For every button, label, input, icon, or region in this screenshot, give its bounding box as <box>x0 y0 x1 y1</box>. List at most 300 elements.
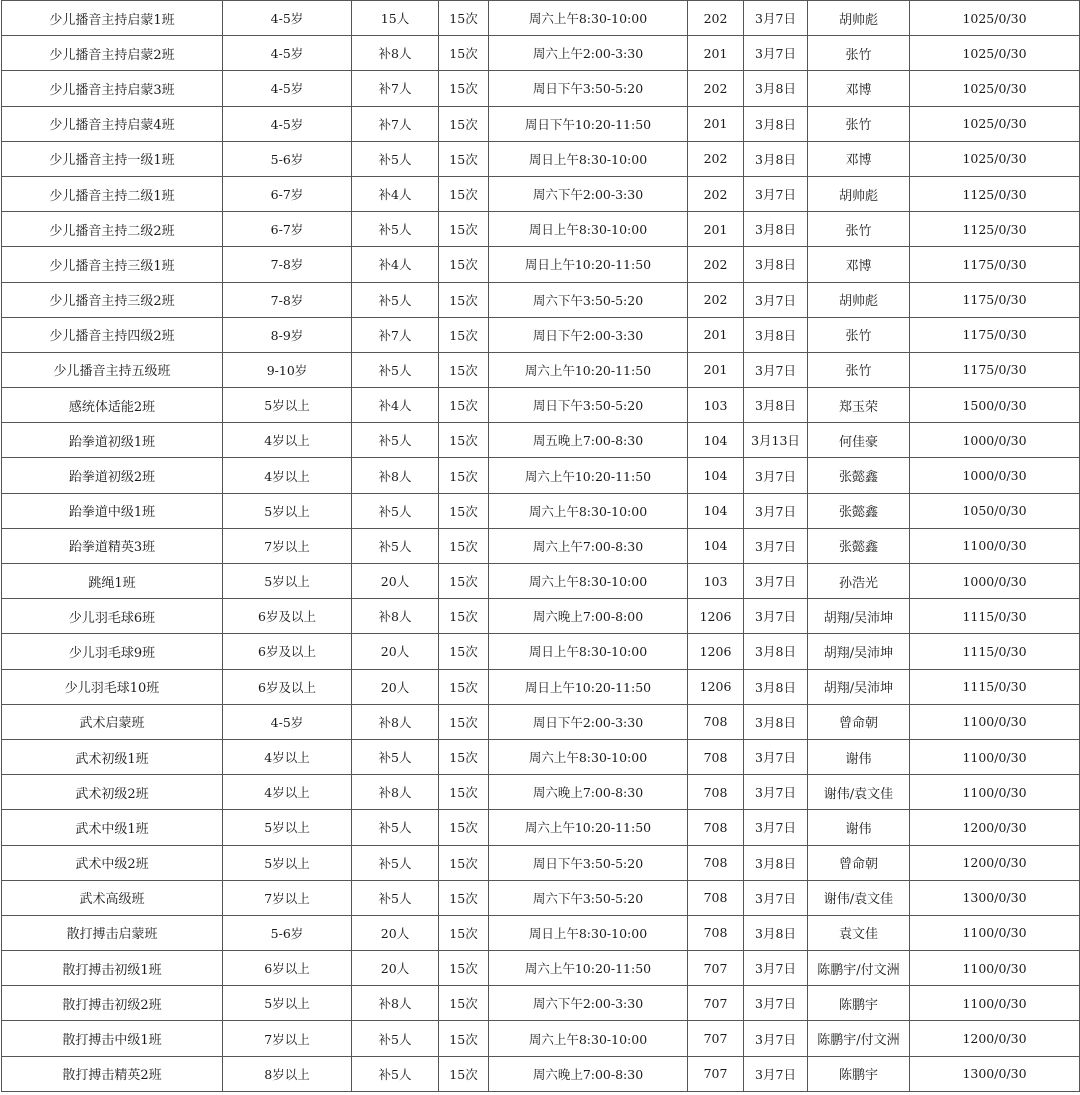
class-time-cell: 周日下午2:00-3:30 <box>489 704 688 739</box>
age-range-cell: 6岁及以上 <box>223 669 352 704</box>
enrollment-cell: 补5人 <box>352 1021 439 1056</box>
session-count-cell: 15次 <box>439 71 489 106</box>
class-time-cell: 周六上午7:00-8:30 <box>489 528 688 563</box>
table-row <box>2 845 1080 880</box>
age-range-cell: 7-8岁 <box>223 282 352 317</box>
class-name-cell: 武术初级2班 <box>2 775 223 810</box>
table-row <box>2 986 1080 1021</box>
age-range-cell: 4岁以上 <box>223 458 352 493</box>
fee-cell: 1025/0/30 <box>910 141 1080 176</box>
class-time-cell: 周六上午8:30-10:00 <box>489 1 688 36</box>
class-name-cell: 少儿羽毛球10班 <box>2 669 223 704</box>
class-time-cell: 周日上午8:30-10:00 <box>489 141 688 176</box>
session-count-cell: 15次 <box>439 599 489 634</box>
fee-cell: 1100/0/30 <box>910 775 1080 810</box>
enrollment-cell: 补7人 <box>352 71 439 106</box>
enrollment-cell: 补7人 <box>352 317 439 352</box>
start-date-cell: 3月8日 <box>744 704 808 739</box>
class-time-cell: 周日下午3:50-5:20 <box>489 71 688 106</box>
room-cell: 1206 <box>688 634 744 669</box>
room-cell: 202 <box>688 1 744 36</box>
teacher-cell: 何佳豪 <box>808 423 910 458</box>
class-name-cell: 少儿羽毛球9班 <box>2 634 223 669</box>
table-row <box>2 141 1080 176</box>
teacher-cell: 邓博 <box>808 71 910 106</box>
class-name-cell: 少儿播音主持启蒙3班 <box>2 71 223 106</box>
class-name-cell: 少儿播音主持一级1班 <box>2 141 223 176</box>
fee-cell: 1100/0/30 <box>910 915 1080 950</box>
teacher-cell: 邓博 <box>808 247 910 282</box>
teacher-cell: 张竹 <box>808 212 910 247</box>
teacher-cell: 陈鹏宇 <box>808 986 910 1021</box>
age-range-cell: 7岁以上 <box>223 528 352 563</box>
fee-cell: 1000/0/30 <box>910 564 1080 599</box>
room-cell: 202 <box>688 71 744 106</box>
enrollment-cell: 补5人 <box>352 282 439 317</box>
room-cell: 708 <box>688 880 744 915</box>
start-date-cell: 3月8日 <box>744 634 808 669</box>
table-row <box>2 1056 1080 1091</box>
enrollment-cell: 20人 <box>352 634 439 669</box>
enrollment-cell: 补4人 <box>352 247 439 282</box>
class-time-cell: 周日上午8:30-10:00 <box>489 634 688 669</box>
enrollment-cell: 补5人 <box>352 739 439 774</box>
age-range-cell: 4岁以上 <box>223 739 352 774</box>
session-count-cell: 15次 <box>439 986 489 1021</box>
table-body <box>2 1 1080 1092</box>
enrollment-cell: 补5人 <box>352 423 439 458</box>
enrollment-cell: 补5人 <box>352 845 439 880</box>
start-date-cell: 3月8日 <box>744 915 808 950</box>
room-cell: 1206 <box>688 599 744 634</box>
age-range-cell: 5岁以上 <box>223 845 352 880</box>
teacher-cell: 胡帅彪 <box>808 282 910 317</box>
session-count-cell: 15次 <box>439 1021 489 1056</box>
enrollment-cell: 补5人 <box>352 1056 439 1091</box>
start-date-cell: 3月7日 <box>744 986 808 1021</box>
class-time-cell: 周六上午8:30-10:00 <box>489 493 688 528</box>
session-count-cell: 15次 <box>439 36 489 71</box>
session-count-cell: 15次 <box>439 106 489 141</box>
table-row <box>2 880 1080 915</box>
age-range-cell: 5-6岁 <box>223 141 352 176</box>
enrollment-cell: 补5人 <box>352 528 439 563</box>
start-date-cell: 3月8日 <box>744 106 808 141</box>
fee-cell: 1300/0/30 <box>910 1056 1080 1091</box>
class-name-cell: 少儿播音主持三级1班 <box>2 247 223 282</box>
start-date-cell: 3月8日 <box>744 71 808 106</box>
session-count-cell: 15次 <box>439 317 489 352</box>
table-row <box>2 176 1080 211</box>
table-row <box>2 458 1080 493</box>
age-range-cell: 4-5岁 <box>223 704 352 739</box>
room-cell: 103 <box>688 388 744 423</box>
teacher-cell: 张竹 <box>808 106 910 141</box>
room-cell: 201 <box>688 212 744 247</box>
fee-cell: 1100/0/30 <box>910 986 1080 1021</box>
room-cell: 202 <box>688 141 744 176</box>
age-range-cell: 5岁以上 <box>223 493 352 528</box>
table-row <box>2 775 1080 810</box>
fee-cell: 1125/0/30 <box>910 176 1080 211</box>
start-date-cell: 3月8日 <box>744 317 808 352</box>
session-count-cell: 15次 <box>439 1 489 36</box>
room-cell: 708 <box>688 739 744 774</box>
class-name-cell: 散打搏击启蒙班 <box>2 915 223 950</box>
table-row <box>2 915 1080 950</box>
class-time-cell: 周日上午10:20-11:50 <box>489 247 688 282</box>
class-name-cell: 散打搏击初级1班 <box>2 951 223 986</box>
class-time-cell: 周六下午3:50-5:20 <box>489 880 688 915</box>
enrollment-cell: 补7人 <box>352 106 439 141</box>
enrollment-cell: 补5人 <box>352 141 439 176</box>
session-count-cell: 15次 <box>439 176 489 211</box>
age-range-cell: 6岁及以上 <box>223 599 352 634</box>
class-time-cell: 周六下午3:50-5:20 <box>489 282 688 317</box>
table-row <box>2 599 1080 634</box>
age-range-cell: 4岁以上 <box>223 423 352 458</box>
table-row <box>2 106 1080 141</box>
table-row <box>2 247 1080 282</box>
class-time-cell: 周六上午10:20-11:50 <box>489 810 688 845</box>
age-range-cell: 5岁以上 <box>223 564 352 599</box>
age-range-cell: 6-7岁 <box>223 176 352 211</box>
class-time-cell: 周日下午10:20-11:50 <box>489 106 688 141</box>
class-name-cell: 跳绳1班 <box>2 564 223 599</box>
age-range-cell: 7-8岁 <box>223 247 352 282</box>
fee-cell: 1115/0/30 <box>910 599 1080 634</box>
table-row <box>2 493 1080 528</box>
class-time-cell: 周五晚上7:00-8:30 <box>489 423 688 458</box>
session-count-cell: 15次 <box>439 845 489 880</box>
class-name-cell: 散打搏击中级1班 <box>2 1021 223 1056</box>
class-name-cell: 散打搏击初级2班 <box>2 986 223 1021</box>
age-range-cell: 8-9岁 <box>223 317 352 352</box>
class-time-cell: 周六上午10:20-11:50 <box>489 951 688 986</box>
age-range-cell: 5岁以上 <box>223 810 352 845</box>
fee-cell: 1500/0/30 <box>910 388 1080 423</box>
age-range-cell: 8岁以上 <box>223 1056 352 1091</box>
table-row <box>2 739 1080 774</box>
room-cell: 708 <box>688 915 744 950</box>
start-date-cell: 3月7日 <box>744 564 808 599</box>
fee-cell: 1115/0/30 <box>910 634 1080 669</box>
fee-cell: 1100/0/30 <box>910 704 1080 739</box>
session-count-cell: 15次 <box>439 1056 489 1091</box>
class-name-cell: 少儿羽毛球6班 <box>2 599 223 634</box>
enrollment-cell: 补8人 <box>352 775 439 810</box>
room-cell: 708 <box>688 810 744 845</box>
start-date-cell: 3月7日 <box>744 282 808 317</box>
teacher-cell: 邓博 <box>808 141 910 176</box>
room-cell: 708 <box>688 845 744 880</box>
room-cell: 103 <box>688 564 744 599</box>
start-date-cell: 3月8日 <box>744 669 808 704</box>
class-name-cell: 跆拳道精英3班 <box>2 528 223 563</box>
enrollment-cell: 补5人 <box>352 880 439 915</box>
table-row <box>2 388 1080 423</box>
class-name-cell: 少儿播音主持二级2班 <box>2 212 223 247</box>
age-range-cell: 4-5岁 <box>223 1 352 36</box>
teacher-cell: 孙浩光 <box>808 564 910 599</box>
room-cell: 201 <box>688 36 744 71</box>
session-count-cell: 15次 <box>439 880 489 915</box>
table-row <box>2 71 1080 106</box>
session-count-cell: 15次 <box>439 352 489 387</box>
teacher-cell: 陈鹏宇/付文洲 <box>808 1021 910 1056</box>
age-range-cell: 4-5岁 <box>223 71 352 106</box>
class-time-cell: 周六下午2:00-3:30 <box>489 176 688 211</box>
fee-cell: 1025/0/30 <box>910 36 1080 71</box>
fee-cell: 1175/0/30 <box>910 317 1080 352</box>
session-count-cell: 15次 <box>439 423 489 458</box>
start-date-cell: 3月7日 <box>744 36 808 71</box>
age-range-cell: 5岁以上 <box>223 986 352 1021</box>
teacher-cell: 胡翔/吴沛坤 <box>808 669 910 704</box>
fee-cell: 1100/0/30 <box>910 528 1080 563</box>
class-name-cell: 武术启蒙班 <box>2 704 223 739</box>
teacher-cell: 胡翔/吴沛坤 <box>808 599 910 634</box>
room-cell: 104 <box>688 423 744 458</box>
teacher-cell: 曾命朝 <box>808 704 910 739</box>
class-name-cell: 武术高级班 <box>2 880 223 915</box>
start-date-cell: 3月8日 <box>744 212 808 247</box>
class-time-cell: 周六晚上7:00-8:30 <box>489 1056 688 1091</box>
class-name-cell: 跆拳道中级1班 <box>2 493 223 528</box>
class-name-cell: 感统体适能2班 <box>2 388 223 423</box>
start-date-cell: 3月8日 <box>744 845 808 880</box>
session-count-cell: 15次 <box>439 951 489 986</box>
class-name-cell: 跆拳道初级2班 <box>2 458 223 493</box>
room-cell: 707 <box>688 1056 744 1091</box>
teacher-cell: 张懿鑫 <box>808 493 910 528</box>
fee-cell: 1115/0/30 <box>910 669 1080 704</box>
teacher-cell: 胡帅彪 <box>808 176 910 211</box>
class-time-cell: 周日下午3:50-5:20 <box>489 388 688 423</box>
room-cell: 201 <box>688 106 744 141</box>
start-date-cell: 3月7日 <box>744 458 808 493</box>
enrollment-cell: 20人 <box>352 951 439 986</box>
class-name-cell: 少儿播音主持二级1班 <box>2 176 223 211</box>
enrollment-cell: 补5人 <box>352 493 439 528</box>
session-count-cell: 15次 <box>439 493 489 528</box>
table-row <box>2 352 1080 387</box>
fee-cell: 1100/0/30 <box>910 951 1080 986</box>
age-range-cell: 5岁以上 <box>223 388 352 423</box>
start-date-cell: 3月13日 <box>744 423 808 458</box>
enrollment-cell: 补8人 <box>352 458 439 493</box>
teacher-cell: 郑玉荣 <box>808 388 910 423</box>
teacher-cell: 张竹 <box>808 36 910 71</box>
teacher-cell: 谢伟/袁文佳 <box>808 880 910 915</box>
room-cell: 707 <box>688 951 744 986</box>
start-date-cell: 3月7日 <box>744 951 808 986</box>
class-name-cell: 少儿播音主持启蒙2班 <box>2 36 223 71</box>
table-row <box>2 704 1080 739</box>
session-count-cell: 15次 <box>439 141 489 176</box>
start-date-cell: 3月8日 <box>744 141 808 176</box>
start-date-cell: 3月7日 <box>744 810 808 845</box>
room-cell: 202 <box>688 282 744 317</box>
teacher-cell: 谢伟 <box>808 739 910 774</box>
fee-cell: 1200/0/30 <box>910 810 1080 845</box>
class-time-cell: 周日下午3:50-5:20 <box>489 845 688 880</box>
session-count-cell: 15次 <box>439 388 489 423</box>
teacher-cell: 曾命朝 <box>808 845 910 880</box>
age-range-cell: 4-5岁 <box>223 36 352 71</box>
fee-cell: 1175/0/30 <box>910 247 1080 282</box>
table-row <box>2 36 1080 71</box>
start-date-cell: 3月7日 <box>744 493 808 528</box>
teacher-cell: 张懿鑫 <box>808 458 910 493</box>
room-cell: 708 <box>688 775 744 810</box>
enrollment-cell: 补8人 <box>352 704 439 739</box>
class-name-cell: 武术中级2班 <box>2 845 223 880</box>
start-date-cell: 3月7日 <box>744 775 808 810</box>
age-range-cell: 6-7岁 <box>223 212 352 247</box>
enrollment-cell: 补8人 <box>352 599 439 634</box>
teacher-cell: 袁文佳 <box>808 915 910 950</box>
teacher-cell: 张竹 <box>808 352 910 387</box>
class-time-cell: 周日下午2:00-3:30 <box>489 317 688 352</box>
class-name-cell: 武术中级1班 <box>2 810 223 845</box>
teacher-cell: 陈鹏宇/付文洲 <box>808 951 910 986</box>
class-time-cell: 周日上午10:20-11:50 <box>489 669 688 704</box>
fee-cell: 1200/0/30 <box>910 1021 1080 1056</box>
class-time-cell: 周六上午2:00-3:30 <box>489 36 688 71</box>
table-row <box>2 1021 1080 1056</box>
fee-cell: 1125/0/30 <box>910 212 1080 247</box>
age-range-cell: 6岁及以上 <box>223 634 352 669</box>
session-count-cell: 15次 <box>439 212 489 247</box>
class-time-cell: 周六下午2:00-3:30 <box>489 986 688 1021</box>
enrollment-cell: 补5人 <box>352 212 439 247</box>
enrollment-cell: 补5人 <box>352 352 439 387</box>
teacher-cell: 陈鹏宇 <box>808 1056 910 1091</box>
age-range-cell: 7岁以上 <box>223 880 352 915</box>
enrollment-cell: 补4人 <box>352 176 439 211</box>
class-name-cell: 武术初级1班 <box>2 739 223 774</box>
room-cell: 104 <box>688 458 744 493</box>
fee-cell: 1175/0/30 <box>910 282 1080 317</box>
fee-cell: 1000/0/30 <box>910 458 1080 493</box>
enrollment-cell: 补5人 <box>352 810 439 845</box>
start-date-cell: 3月7日 <box>744 880 808 915</box>
start-date-cell: 3月7日 <box>744 528 808 563</box>
session-count-cell: 15次 <box>439 458 489 493</box>
session-count-cell: 15次 <box>439 564 489 599</box>
session-count-cell: 15次 <box>439 915 489 950</box>
table-row <box>2 528 1080 563</box>
start-date-cell: 3月7日 <box>744 599 808 634</box>
age-range-cell: 5-6岁 <box>223 915 352 950</box>
class-time-cell: 周日上午8:30-10:00 <box>489 212 688 247</box>
session-count-cell: 15次 <box>439 739 489 774</box>
room-cell: 707 <box>688 1021 744 1056</box>
start-date-cell: 3月7日 <box>744 1 808 36</box>
session-count-cell: 15次 <box>439 810 489 845</box>
class-name-cell: 少儿播音主持启蒙4班 <box>2 106 223 141</box>
table-row <box>2 317 1080 352</box>
start-date-cell: 3月7日 <box>744 352 808 387</box>
room-cell: 202 <box>688 176 744 211</box>
class-name-cell: 散打搏击精英2班 <box>2 1056 223 1091</box>
room-cell: 201 <box>688 352 744 387</box>
teacher-cell: 谢伟 <box>808 810 910 845</box>
class-name-cell: 跆拳道初级1班 <box>2 423 223 458</box>
session-count-cell: 15次 <box>439 634 489 669</box>
room-cell: 201 <box>688 317 744 352</box>
start-date-cell: 3月7日 <box>744 176 808 211</box>
class-name-cell: 少儿播音主持启蒙1班 <box>2 1 223 36</box>
enrollment-cell: 20人 <box>352 669 439 704</box>
class-time-cell: 周六上午8:30-10:00 <box>489 1021 688 1056</box>
fee-cell: 1300/0/30 <box>910 880 1080 915</box>
session-count-cell: 15次 <box>439 282 489 317</box>
fee-cell: 1025/0/30 <box>910 106 1080 141</box>
start-date-cell: 3月7日 <box>744 739 808 774</box>
fee-cell: 1000/0/30 <box>910 423 1080 458</box>
start-date-cell: 3月7日 <box>744 1021 808 1056</box>
room-cell: 202 <box>688 247 744 282</box>
session-count-cell: 15次 <box>439 528 489 563</box>
session-count-cell: 15次 <box>439 247 489 282</box>
age-range-cell: 4-5岁 <box>223 106 352 141</box>
fee-cell: 1025/0/30 <box>910 1 1080 36</box>
age-range-cell: 7岁以上 <box>223 1021 352 1056</box>
table-row <box>2 951 1080 986</box>
table-row <box>2 212 1080 247</box>
start-date-cell: 3月7日 <box>744 1056 808 1091</box>
fee-cell: 1100/0/30 <box>910 739 1080 774</box>
table-row <box>2 634 1080 669</box>
class-time-cell: 周六晚上7:00-8:00 <box>489 599 688 634</box>
age-range-cell: 4岁以上 <box>223 775 352 810</box>
session-count-cell: 15次 <box>439 775 489 810</box>
start-date-cell: 3月8日 <box>744 247 808 282</box>
room-cell: 104 <box>688 493 744 528</box>
class-time-cell: 周日上午8:30-10:00 <box>489 915 688 950</box>
room-cell: 104 <box>688 528 744 563</box>
teacher-cell: 谢伟/袁文佳 <box>808 775 910 810</box>
class-time-cell: 周六上午10:20-11:50 <box>489 352 688 387</box>
table-row <box>2 423 1080 458</box>
enrollment-cell: 补8人 <box>352 36 439 71</box>
class-schedule-table <box>1 0 1080 1092</box>
table-row <box>2 810 1080 845</box>
age-range-cell: 9-10岁 <box>223 352 352 387</box>
class-name-cell: 少儿播音主持三级2班 <box>2 282 223 317</box>
class-time-cell: 周六上午8:30-10:00 <box>489 564 688 599</box>
teacher-cell: 胡翔/吴沛坤 <box>808 634 910 669</box>
fee-cell: 1025/0/30 <box>910 71 1080 106</box>
table-row <box>2 282 1080 317</box>
session-count-cell: 15次 <box>439 704 489 739</box>
teacher-cell: 张懿鑫 <box>808 528 910 563</box>
table-row <box>2 669 1080 704</box>
enrollment-cell: 补8人 <box>352 986 439 1021</box>
table-row <box>2 1 1080 36</box>
enrollment-cell: 15人 <box>352 1 439 36</box>
class-time-cell: 周六上午10:20-11:50 <box>489 458 688 493</box>
fee-cell: 1175/0/30 <box>910 352 1080 387</box>
start-date-cell: 3月8日 <box>744 388 808 423</box>
room-cell: 707 <box>688 986 744 1021</box>
enrollment-cell: 补4人 <box>352 388 439 423</box>
room-cell: 708 <box>688 704 744 739</box>
enrollment-cell: 20人 <box>352 564 439 599</box>
class-time-cell: 周六上午8:30-10:00 <box>489 739 688 774</box>
